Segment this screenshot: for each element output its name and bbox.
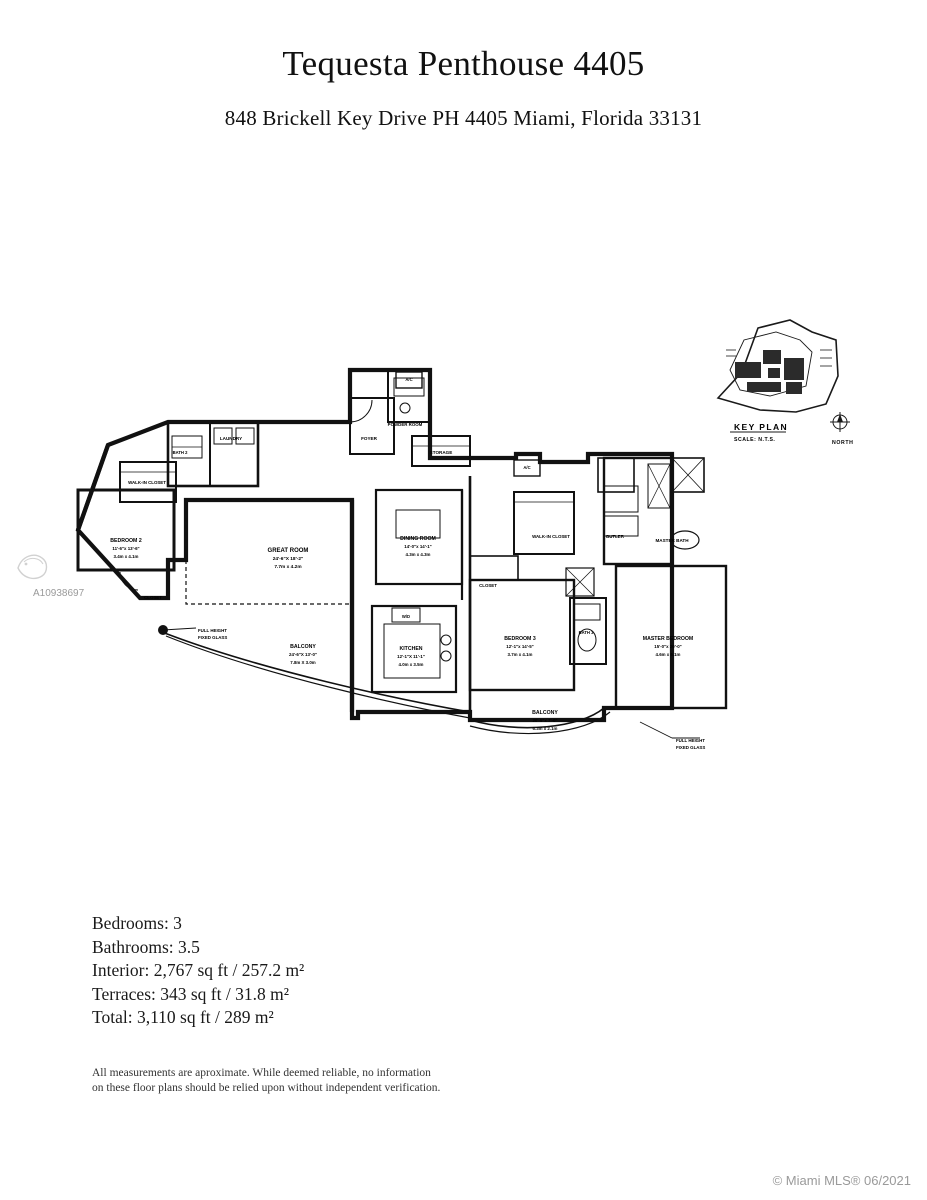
north-label: NORTH <box>832 440 854 446</box>
room-dim-ft: 12'-1"X 11'-1" <box>397 654 425 659</box>
floor-plan-figure <box>0 200 927 890</box>
room-dim-ft: 14'-0"x 14'-1" <box>404 544 432 549</box>
spec-interior: Interior: 2,767 sq ft / 257.2 m² <box>92 960 305 980</box>
room-dim-m: 6.3m x 2.1m <box>532 726 558 731</box>
page-subtitle: 848 Brickell Key Drive PH 4405 Miami, Florida 33131 <box>224 106 703 130</box>
page-title: Tequesta Penthouse 4405 <box>282 44 645 83</box>
room-dim-m: 7.8m X 3.0m <box>290 660 316 665</box>
spec-bathrooms: Bathrooms: 3.5 <box>92 936 200 957</box>
room-dim-m: 7.7m x 4.2m <box>274 565 302 570</box>
room-label: BUTLER <box>606 534 624 539</box>
mls-id-label: A10938697 <box>33 588 85 599</box>
disclaimer-line-2: on these floor plans should be relied upon without independent verification. <box>92 1082 441 1094</box>
room-label: BATH 2 <box>172 450 188 455</box>
page-header <box>0 0 927 131</box>
spec-bedrooms: Bedrooms: 3 <box>92 913 182 933</box>
room-label: BEDROOM 2 <box>110 538 142 544</box>
room-label: BATH 3 <box>578 630 594 635</box>
room-dim-m: 4.3m x 4.3m <box>405 552 431 557</box>
callout-label: FIXED GLASS <box>676 745 706 750</box>
room-dim-m: 3.7m x 4.1m <box>507 652 533 657</box>
mls-watermark-icon <box>18 555 47 578</box>
property-specs <box>92 912 304 1030</box>
room-label: POWDER ROOM <box>387 422 423 427</box>
callout-label: FIXED GLASS <box>198 635 228 640</box>
footer-credit: © Miami MLS® 06/2021 <box>772 1173 911 1188</box>
room-label: GREAT ROOM <box>267 548 309 554</box>
key-plan-scale: SCALE: N.T.S. <box>734 437 776 443</box>
room-label: WALK-IN CLOSET <box>532 534 570 539</box>
room-dim-m: 4.6m x 6.1m <box>655 652 681 657</box>
room-label: MASTER BATH <box>655 538 689 543</box>
disclaimer-line-1: All measurements are aproximate. While deemed reliable, no information <box>92 1067 431 1079</box>
key-plan-diagram <box>718 320 853 446</box>
key-plan-label: KEY PLAN <box>734 422 789 432</box>
room-label: WALK-IN CLOSET <box>128 480 166 485</box>
room-label: A/C <box>523 465 531 470</box>
room-label: BEDROOM 3 <box>504 636 536 642</box>
room-dim-ft: 11'-6"x 13'-6" <box>112 546 140 551</box>
room-label: BALCONY <box>290 644 316 650</box>
room-dim-ft: 12'-1"x 14'-5" <box>506 644 534 649</box>
room-label: MASTER BEDROOM <box>642 636 694 642</box>
room-dim-ft: 24'-6"X 13'-0" <box>289 652 317 657</box>
room-label: CLOSET <box>144 595 162 600</box>
room-dim-m: 4.0m x 3.5m <box>398 662 424 667</box>
room-label: FOYER <box>361 436 377 441</box>
room-dim-m: 3.4m x 4.1m <box>113 554 139 559</box>
callout-label: FULL HEIGHT <box>676 738 705 743</box>
disclaimer <box>92 1066 512 1096</box>
callout-label: FULL HEIGHT <box>198 628 227 633</box>
room-dim-ft: 24'-6"X 18'-2" <box>272 557 304 562</box>
room-label: W/D <box>401 614 411 619</box>
room-dim-ft: 20'-5"x 7'-0" <box>532 718 558 723</box>
room-label: A/C <box>405 377 413 382</box>
room-label: CLOSET <box>479 583 497 588</box>
room-label: LAUNDRY <box>219 436 243 441</box>
north-compass-icon <box>830 412 850 432</box>
spec-terraces: Terraces: 343 sq ft / 31.8 m² <box>92 983 289 1004</box>
room-label: DINING ROOM <box>400 536 436 542</box>
room-label: KITCHEN <box>399 646 423 652</box>
room-dim-ft: 15'-0"x 20'-0" <box>654 644 682 649</box>
room-label: STORAGE <box>429 450 453 455</box>
spec-total: Total: 3,110 sq ft / 289 m² <box>92 1007 274 1027</box>
room-label: BALCONY <box>532 710 558 716</box>
